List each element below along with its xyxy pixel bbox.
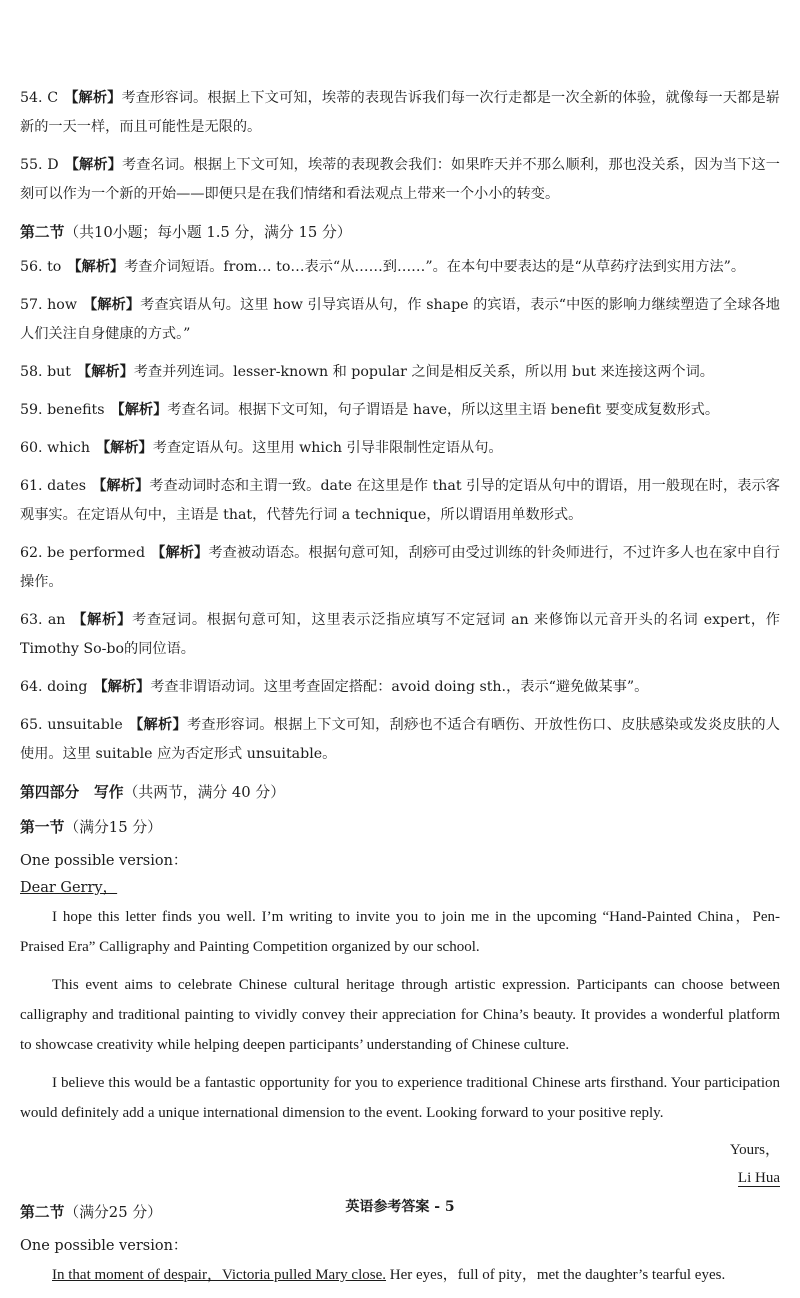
part-title: 第四部分 写作 <box>20 784 124 801</box>
answer-65 <box>20 711 780 769</box>
question-number: 61. dates <box>20 478 87 494</box>
section-subtitle: （满分15 分） <box>64 819 162 836</box>
answer-63 <box>20 606 780 664</box>
analysis-tag: 【解析】 <box>128 717 187 733</box>
analysis-text: 考查并列连词。lesser-known 和 popular 之间是相反关系，所以用 but 来连接这两个词。 <box>133 364 714 380</box>
section-title: 第一节 <box>20 819 65 836</box>
analysis-tag: 【解析】 <box>64 90 122 106</box>
question-number: 62. be performed <box>20 545 146 561</box>
analysis-text: 考查形容词。根据上下文可知，埃蒂的表现告诉我们每一次行走都是一次全新的体验，就像每一天都是崭新的一天一样，而且可能性是无限的。 <box>20 90 780 135</box>
answer-62 <box>20 539 780 597</box>
question-number: 59. benefits <box>20 402 105 418</box>
question-number: 63. an <box>20 612 66 628</box>
answer-59 <box>20 396 780 425</box>
letter-greeting: Dear Gerry， <box>20 880 118 896</box>
analysis-text: 考查介词短语。from… to…表示“从……到……”。在本句中要表达的是“从草药疗法到实用方法”。 <box>124 259 746 275</box>
analysis-text: 考查被动语态。根据句意可知，刮痧可由受过训练的针灸师进行，不过许多人也在家中自行操作。 <box>20 545 780 590</box>
analysis-tag: 【解析】 <box>82 297 141 313</box>
question-number: 65. unsuitable <box>20 717 123 733</box>
page-footer: 英语参考答案 - 5 <box>345 1199 455 1215</box>
analysis-tag: 【解析】 <box>64 157 122 173</box>
analysis-tag: 【解析】 <box>151 545 209 561</box>
analysis-tag: 【解析】 <box>93 679 151 695</box>
analysis-tag: 【解析】 <box>92 478 150 494</box>
question-number: 54. C <box>20 90 59 106</box>
version-label: One possible version： <box>20 1238 188 1254</box>
answer-54 <box>20 84 780 142</box>
letter-paragraph: I hope this letter finds you well. I’m writing to invite you to join me in the upcoming “Hand-Painted China，Pen-Praised Era” Calligraphy and Painting Competition organized by our school. <box>20 909 780 955</box>
question-number: 55. D <box>20 157 59 173</box>
section-subtitle: （共10小题；每小题 1.5 分，满分 15 分） <box>64 224 352 241</box>
story-opening <box>20 1260 780 1290</box>
analysis-text: 考查冠词。根据句意可知，这里表示泛指应填写不定冠词 an 来修饰以元音开头的名词 expert，作 Timothy So-bo的同位语。 <box>20 612 780 657</box>
analysis-text: 考查定语从句。这里用 which 引导非限制性定语从句。 <box>152 440 503 456</box>
letter-signature: Li Hua <box>737 1170 780 1186</box>
analysis-text: 考查动词时态和主谓一致。date 在这里是作 that 引导的定语从句中的谓语，用一般现在时，表示客观事实。在定语从句中，主语是 that，代替先行词 a technique，所以谓语用单数形式。 <box>20 478 780 523</box>
story-underlined: In that moment of despair，Victoria pulled Mary close. <box>52 1267 387 1283</box>
analysis-tag: 【解析】 <box>95 440 153 456</box>
section-subtitle: （满分25 分） <box>64 1204 162 1221</box>
answer-60 <box>20 434 780 463</box>
question-number: 57. how <box>20 297 77 313</box>
section-title: 第二节 <box>20 1204 65 1221</box>
analysis-text: 考查名词。根据下文可知，句子谓语是 have，所以这里主语 benefit 要变成复数形式。 <box>167 402 720 418</box>
analysis-tag: 【解析】 <box>110 402 168 418</box>
answer-55 <box>20 151 780 209</box>
section-heading-2 <box>20 218 780 247</box>
question-number: 56. to <box>20 259 62 275</box>
analysis-tag: 【解析】 <box>67 259 125 275</box>
letter-closing: Yours， <box>729 1142 780 1158</box>
answer-64 <box>20 673 780 702</box>
story-rest: Her eyes，full of pity，met the daughter’s tearful eyes. <box>386 1267 726 1283</box>
analysis-text: 考查非谓语动词。这里考查固定搭配：avoid doing sth.，表示“避免做某事”。 <box>150 679 649 695</box>
section-title: 第二节 <box>20 224 65 241</box>
analysis-text: 考查名词。根据上下文可知，埃蒂的表现教会我们：如果昨天并不那么顺利，那也没关系，因为当下这一刻可以作为一个新的开始——即便只是在我们情绪和看法观点上带来一个小小的转变。 <box>20 157 780 202</box>
section-heading-writing-1 <box>20 813 780 842</box>
answer-57 <box>20 291 780 349</box>
answer-61 <box>20 472 780 530</box>
question-number: 60. which <box>20 440 90 456</box>
answer-56 <box>20 253 780 282</box>
analysis-text: 考查形容词。根据上下文可知，刮痧也不适合有晒伤、开放性伤口、皮肤感染或发炎皮肤的人使用。这里 suitable 应为否定形式 unsuitable。 <box>20 717 780 762</box>
question-number: 58. but <box>20 364 71 380</box>
answer-page <box>20 84 780 1298</box>
analysis-tag: 【解析】 <box>77 364 134 380</box>
letter-paragraph: I believe this would be a fantastic opportunity for you to experience traditional Chinese arts firsthand. Your participation would definitely add a unique international dimension to the event. Looking forward to your positive reply. <box>20 1075 780 1121</box>
analysis-text: 考查宾语从句。这里 how 引导宾语从句，作 shape 的宾语，表示“中医的影响力继续塑造了全球各地人们关注自身健康的方式。” <box>20 297 780 342</box>
letter-paragraph: This event aims to celebrate Chinese cultural heritage through artistic expression. Participants can choose between calligraphy and traditional painting to vividly convey their appreciation for China’s beauty. It provides a wonderful platform to showcase creativity while helping deepen participants’ understanding of Chinese culture. <box>20 977 780 1053</box>
question-number: 64. doing <box>20 679 88 695</box>
answer-58 <box>20 358 780 387</box>
version-label: One possible version： <box>20 853 188 869</box>
analysis-tag: 【解析】 <box>71 612 133 628</box>
part-subtitle: （共两节，满分 40 分） <box>123 784 286 801</box>
part-heading-4 <box>20 778 780 807</box>
